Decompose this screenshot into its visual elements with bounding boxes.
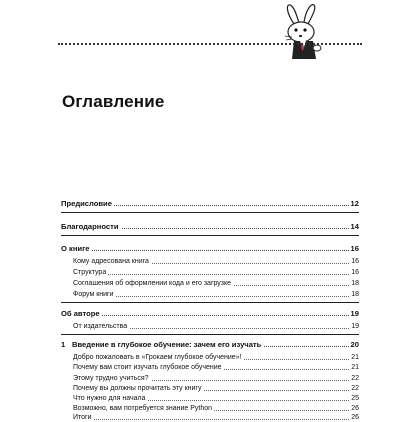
toc-page-number: 19 [350, 309, 359, 318]
toc-subentry[interactable] [73, 413, 359, 422]
toc-subentry[interactable] [73, 394, 359, 403]
toc-page-number: 16 [351, 269, 359, 276]
toc-subentry-label: Соглашения об оформлении кода и его загрузке [73, 280, 232, 287]
toc-entry-preface[interactable] [61, 199, 359, 208]
toc-page-number: 21 [351, 364, 359, 371]
toc-entry-about-book[interactable] [61, 244, 359, 253]
toc-subentry[interactable] [73, 363, 359, 372]
toc-page-number: 22 [351, 375, 359, 382]
toc-page-number: 16 [350, 244, 359, 253]
toc-page-number: 20 [350, 340, 359, 349]
rabbit-mascot-illustration [280, 2, 330, 60]
toc-subentry[interactable] [73, 404, 359, 413]
toc-page-number: 19 [351, 323, 359, 330]
page-title: Оглавление [62, 92, 165, 111]
toc-entry-chapter-1[interactable] [61, 340, 359, 349]
toc-subentry[interactable] [73, 374, 359, 383]
toc-subentry-label: Что нужно для начала [73, 395, 146, 402]
section-divider [61, 235, 359, 236]
toc-page-number: 14 [350, 222, 359, 231]
section-divider [61, 302, 359, 303]
dot-leader [73, 274, 359, 275]
toc-subentry-label: Почему вы должны прочитать эту книгу [73, 385, 202, 392]
toc-subentry-label: Кому адресована книга [73, 258, 149, 265]
toc-subentry[interactable] [73, 279, 359, 288]
toc-subentry-label: Форум книги [73, 291, 114, 298]
toc-page-number: 16 [351, 258, 359, 265]
toc-entry-acknowledgements[interactable] [61, 222, 359, 231]
toc-page-number: 18 [351, 280, 359, 287]
toc-subentry-label: Возможно, вам потребуется знание Python [73, 405, 213, 412]
toc-page-number: 22 [351, 385, 359, 392]
toc-page-number: 26 [351, 405, 359, 412]
toc-subentry[interactable] [73, 384, 359, 393]
toc-page-number: 26 [351, 414, 359, 421]
toc-subentry-label: Почему вам стоит изучать глубокое обучение [73, 364, 222, 371]
chapter-number: 1 [61, 340, 66, 349]
toc-subentry-label: Структура [73, 269, 107, 276]
header-dotted-rule [58, 43, 362, 45]
toc-subentry-label: Добро пожаловать в «Грокаем глубокое обучение»! [73, 354, 242, 361]
toc-subentry-label: Этому трудно учиться? [73, 375, 149, 382]
toc-entry-label: Введение в глубокое обучение: зачем его изучать [72, 340, 262, 349]
dot-leader [61, 315, 359, 316]
toc-subentry[interactable] [73, 322, 359, 331]
toc-subentry-label: Итоги [73, 414, 92, 421]
toc-page-number: 12 [350, 199, 359, 208]
dot-leader [73, 296, 359, 297]
toc-page-number: 25 [351, 395, 359, 402]
section-divider [61, 334, 359, 335]
toc-subentry[interactable] [73, 353, 359, 362]
toc-entry-label: О книге [61, 244, 90, 253]
toc-page-number: 18 [351, 291, 359, 298]
toc-entry-label: Об авторе [61, 309, 100, 318]
toc-entry-label: Благодарности [61, 222, 119, 231]
toc-subentry[interactable] [73, 257, 359, 266]
toc-entry-label: Предисловие [61, 199, 112, 208]
section-divider [61, 212, 359, 213]
toc-entry-about-author[interactable] [61, 309, 359, 318]
toc-subentry[interactable] [73, 268, 359, 277]
toc-subentry-label: От издательства [73, 323, 128, 330]
toc-subentry[interactable] [73, 290, 359, 299]
toc-page-number: 21 [351, 354, 359, 361]
dot-leader [61, 250, 359, 251]
